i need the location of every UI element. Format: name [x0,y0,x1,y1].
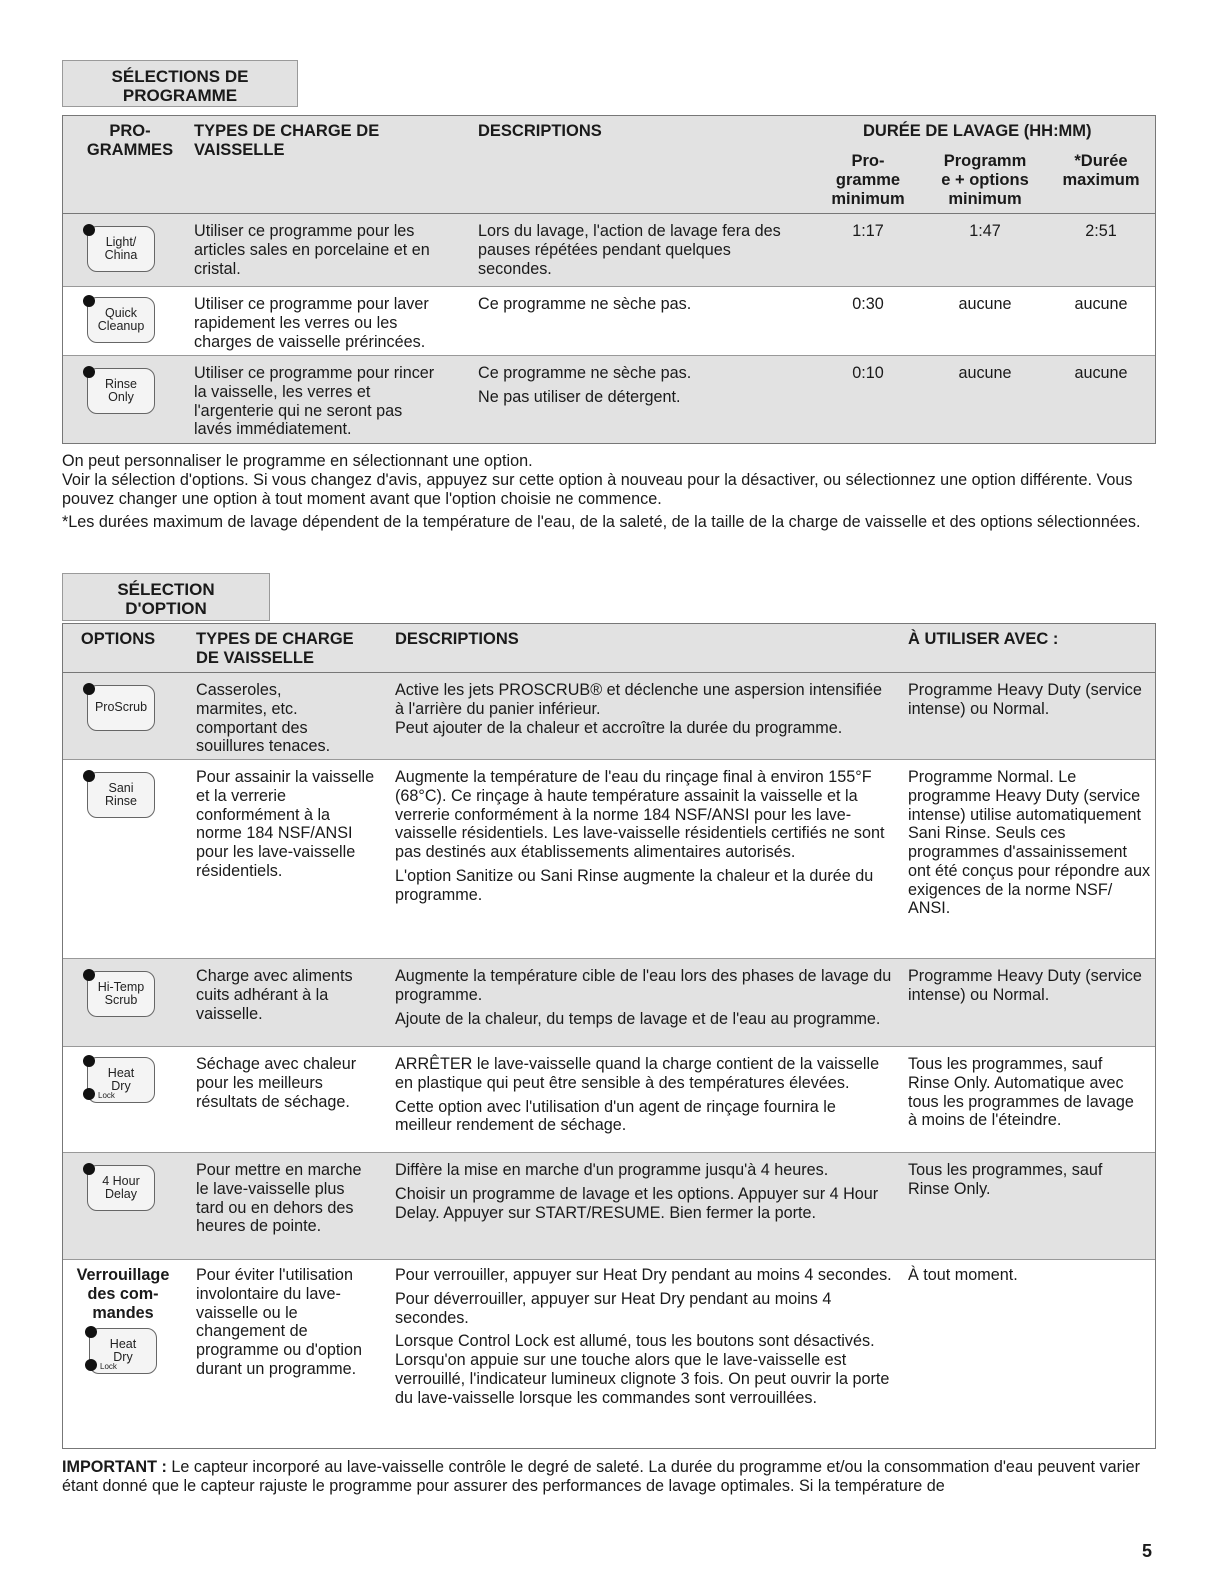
lock-indicator-icon [85,1359,97,1371]
heat-dry-use-with: Tous les programmes, sauf Rinse Only. Automatique avec tous les programmes de lavage à moins de l'éteindre. [908,1055,1134,1130]
light-china-options: 1:47 [969,222,1001,240]
program-row-rinse-only [63,356,1155,443]
option-table-header [63,624,1155,673]
page-number: 5 [1141,1541,1152,1561]
option-row-sani-rinse [63,760,1155,959]
note-customize: On peut personnaliser le programme en sélectionnant une option. [62,452,533,470]
light-china-button[interactable]: Light/ China [87,226,155,272]
indicator-dot-icon [83,770,95,782]
rinse-only-button[interactable]: Rinse Only [87,368,155,414]
quick-cleanup-description: Ce programme ne sèche pas. [478,295,692,313]
quick-cleanup-max: aucune [1074,295,1128,313]
quick-cleanup-types: Utiliser ce programme pour laver rapidement les verres ou les charges de vaisselle prérincées. [194,295,429,351]
option-row-control-lock [63,1260,1155,1448]
program-table [62,115,1156,444]
sani-rinse-button[interactable]: Sani Rinse [87,772,155,818]
rinse-only-min: 0:10 [852,364,884,382]
header-use-with: À UTILISER AVEC : [908,630,1059,648]
header-max-duration: *Durée maximum [1062,152,1140,190]
hi-temp-scrub-use-with: Programme Heavy Duty (service intense) ou Normal. [908,967,1142,1004]
proscrub-description: Active les jets PROSCRUB® et déclenche une aspersion intensifiée à l'arrière du panier inférieur. Peut ajouter de la chaleur et accroître la durée du programme. [395,681,883,737]
header-load-types: TYPES DE CHARGE DE VAISSELLE [196,630,354,668]
quick-cleanup-options: aucune [958,295,1012,313]
proscrub-use-with: Programme Heavy Duty (service intense) ou Normal. [908,681,1142,718]
hi-temp-scrub-types: Charge avec aliments cuits adhérant à la vaisselle. [196,967,353,1023]
program-table-header [63,116,1155,214]
sani-rinse-use-with: Programme Normal. Le programme Heavy Duty (service intense) utilise automatiquement Sani Rinse. Seuls ces programmes d'assainissement ont été conçus pour répondre aux exigences de la norme NSF/ ANSI. [908,768,1151,918]
rinse-only-options: aucune [958,364,1012,382]
control-lock-use-with: À tout moment. [908,1266,1018,1284]
important-label: IMPORTANT : [62,1458,167,1476]
header-descriptions: DESCRIPTIONS [478,122,602,140]
indicator-dot-icon [83,295,95,307]
heat-dry-button[interactable]: Heat Dry Lock [87,1057,155,1103]
hi-temp-scrub-description: Augmente la température cible de l'eau lors des phases de lavage du programme. Ajoute de la chaleur, du temps de lavage et de l'eau au programme. [395,967,892,1028]
program-row-light-china [63,214,1155,287]
option-row-proscrub [63,673,1155,760]
hi-temp-scrub-button[interactable]: Hi-Temp Scrub [87,971,155,1017]
proscrub-button[interactable]: ProScrub [87,685,155,731]
indicator-dot-icon [83,683,95,695]
light-china-min: 1:17 [852,222,884,240]
delay-types: Pour mettre en marche le lave-vaisselle plus tard ou en dehors des heures de pointe. [196,1161,362,1236]
important-note [62,1458,1162,1496]
rinse-only-types: Utiliser ce programme pour rincer la vaisselle, les verres et l'argenterie qui ne seront pas lavés immédiatement. [194,364,435,439]
option-section-title: SÉLECTION D'OPTION [62,573,270,621]
light-china-types: Utiliser ce programme pour les articles sales en porcelaine et en cristal. [194,222,430,278]
heat-dry-description: ARRÊTER le lave-vaisselle quand la charge contient de la vaisselle en plastique qui peut être sensible à des températures élevées. Cette option avec l'utilisation d'un agent de rinçage fournira le meilleur rendement de séchage. [395,1055,880,1135]
note-max-durations: *Les durées maximum de lavage dépendent de la température de l'eau, de la saleté, de la taille de la charge de vaisselle et des options sélectionnées. [62,513,1141,532]
option-row-hi-temp-scrub [63,959,1155,1047]
indicator-dot-icon [83,1055,95,1067]
indicator-dot-icon [83,224,95,236]
control-lock-heat-dry-button[interactable]: Heat Dry Lock [89,1328,157,1374]
header-program-options: Programm e + options minimum [941,152,1029,209]
header-options: OPTIONS [80,630,156,648]
delay-use-with: Tous les programmes, sauf Rinse Only. [908,1161,1103,1198]
control-lock-label: Verrouillage des com- mandes [76,1266,170,1322]
indicator-dot-icon [85,1326,97,1338]
header-load-types: TYPES DE CHARGE DE VAISSELLE [194,122,380,160]
light-china-description: Lors du lavage, l'action de lavage fera des pauses répétées pendant quelques secondes. [478,222,781,278]
program-section-title: SÉLECTIONS DE PROGRAMME [62,60,298,107]
light-china-max: 2:51 [1085,222,1117,240]
indicator-dot-icon [83,366,95,378]
header-wash-duration: DURÉE DE LAVAGE (HH:MM) [863,122,1092,140]
lock-indicator-icon [83,1088,95,1100]
heat-dry-types: Séchage avec chaleur pour les meilleurs résultats de séchage. [196,1055,357,1111]
option-table [62,623,1156,1449]
program-row-quick-cleanup [63,287,1155,356]
rinse-only-description: Ce programme ne sèche pas. Ne pas utiliser de détergent. [478,364,692,406]
rinse-only-max: aucune [1074,364,1128,382]
important-text: Le capteur incorporé au lave-vaisselle contrôle le degré de saleté. La durée du programme et/ou la consommation d'eau peuvent varier étant donné que le capteur rajuste le programme pour assurer des performances de lavage optimales. Si la température de [62,1458,1141,1495]
quick-cleanup-min: 0:30 [852,295,884,313]
control-lock-description: Pour verrouiller, appuyer sur Heat Dry pendant au moins 4 secondes. Pour déverrouiller, appuyer sur Heat Dry pendant au moins 4 secondes. Lorsque Control Lock est allumé, tous les boutons sont désactivés. Lorsqu'on appuie sur une touche alors que le lave-vaisselle est verrouillé, l'indicateur lumineux clignote 3 fois. On peut ouvrir la porte du lave-vaisselle lorsque les commandes sont verrouillées. [395,1266,892,1407]
proscrub-types: Casseroles, marmites, etc. comportant des souillures tenaces. [196,681,331,756]
header-descriptions: DESCRIPTIONS [395,630,519,648]
sani-rinse-types: Pour assainir la vaisselle et la verrerie conformément à la norme 184 NSF/ANSI pour les lave-vaisselle résidentiels. [196,768,375,880]
header-min-program: Pro- gramme minimum [831,152,905,209]
delay-button[interactable]: 4 Hour Delay [87,1165,155,1211]
indicator-dot-icon [83,969,95,981]
option-row-4-hour-delay [63,1153,1155,1260]
header-programs: PRO- GRAMMES [86,122,174,160]
quick-cleanup-button[interactable]: Quick Cleanup [87,297,155,343]
option-row-heat-dry [63,1047,1155,1153]
notes-block [62,452,1162,532]
note-option-selection: Voir la sélection d'options. Si vous changez d'avis, appuyez sur cette option à nouveau pour la désactiver, ou sélectionnez une option différente. Vous pouvez changer une option à tout moment avant que l'option choisie ne commence. [62,470,1133,508]
sani-rinse-description: Augmente la température de l'eau du rinçage final à environ 155°F (68°C). Ce rinçage à haute température assainit la vaisselle et la verrerie conformément à la norme 184 NSF/ANSI pour les lave-vaisselle résidentiels. Les lave-vaisselle résidentiels certifiés ne sont pas destinés aux établissements alimentaires autorisés. L'option Sanitize ou Sani Rinse augmente la chaleur et la durée du programme. [395,768,885,904]
indicator-dot-icon [83,1163,95,1175]
delay-description: Diffère la mise en marche d'un programme jusqu'à 4 heures. Choisir un programme de lavage et les options. Appuyer sur 4 Hour Delay. Appuyer sur START/RESUME. Bien fermer la porte. [395,1161,879,1222]
control-lock-types: Pour éviter l'utilisation involontaire du lave-vaisselle ou le changement de programme ou d'option durant un programme. [196,1266,362,1378]
